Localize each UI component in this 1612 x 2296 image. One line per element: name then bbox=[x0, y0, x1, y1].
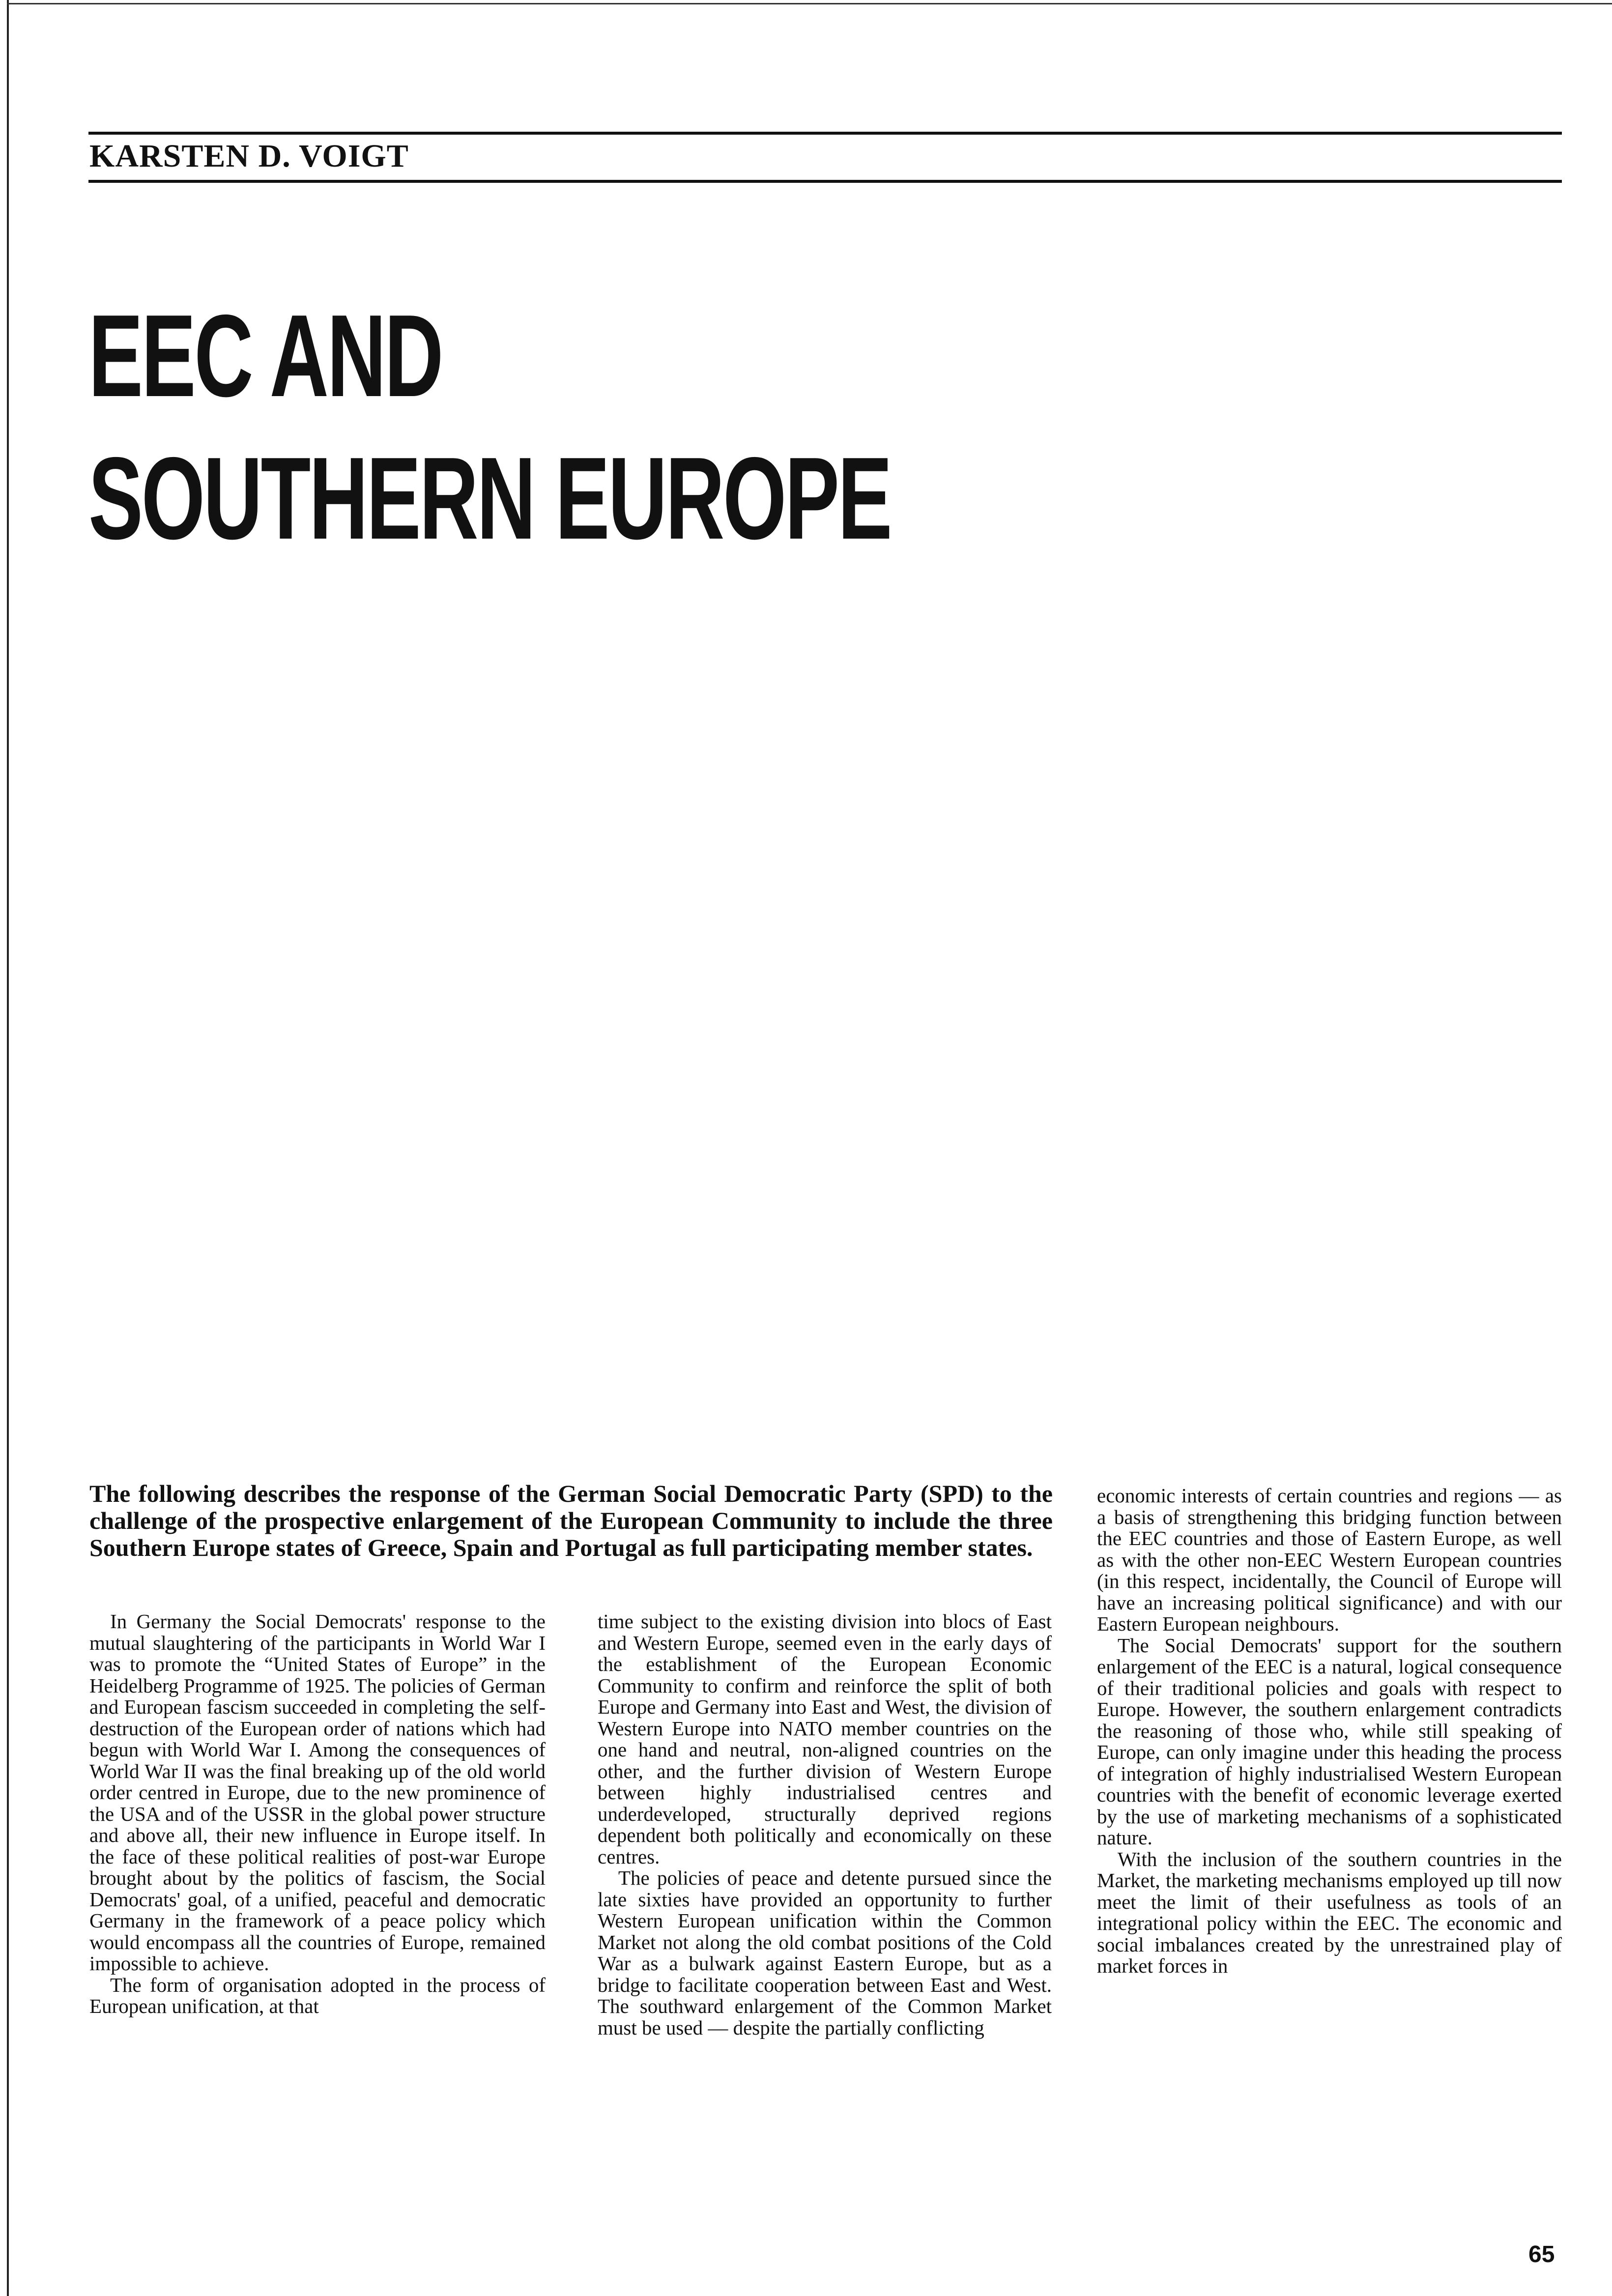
paragraph: The form of organisation adopted in the process of European unification, at that bbox=[89, 1973, 546, 2017]
text-column-3 bbox=[1097, 1485, 1562, 1977]
paragraph: The Social Democrats' support for the southern enlargement of the EEC is a natural, logical consequence of their traditional policies and goals with respect to Europe. However, the southern enlargement contradicts the reasoning of those who, while still speaking of Europe, can only imagine under this heading the process of integration of highly industrialised Western European countries with the benefit of economic leverage exerted by the use of marketing mechanisms of a sophisticated nature. bbox=[1097, 1634, 1562, 1849]
page-edge-left bbox=[7, 0, 9, 2296]
paragraph: time subject to the existing division into blocs of East and Western Europe, seemed even in the early days of the establishment of the European Economic Community to confirm and reinforce the split of both Europe and Germany into East and West, the division of Western Europe into NATO member countries on the one hand and neutral, non-aligned countries on the other, and the further division of Western Europe between highly industrialised centres and underdeveloped, structurally deprived regions dependent both politically and economically on these centres. bbox=[598, 1610, 1052, 1868]
text-column-2 bbox=[598, 1611, 1052, 2038]
page-edge-top bbox=[7, 3, 1612, 4]
text-column-1 bbox=[89, 1611, 546, 2017]
article-intro: The following describes the response of the German Social Democratic Party (SPD) to the challenge of the prospective enlargement of the European Community to include the three Southern Europe states of Greece, Spain and Portugal as full participating member states. bbox=[89, 1480, 1053, 1561]
author-byline: KARSTEN D. VOIGT bbox=[89, 138, 409, 174]
headline-line-2: SOUTHERN EUROPE bbox=[88, 433, 891, 564]
article-headline bbox=[88, 285, 891, 570]
paragraph: In Germany the Social Democrats' response to the mutual slaughtering of the participants in World War I was to promote the “United States of Europe” in the Heidelberg Programme of 1925. The policies of German and European fascism succeeded in completing the self-destruction of the European order of nations which had begun with World War I. Among the consequences of World War II was the final breaking up of the old world order centred in Europe, due to the new prominence of the USA and of the USSR in the global power structure and above all, their new influence in Europe itself. In the face of these political realities of post-war Europe brought about by the politics of fascism, the Social Democrats' goal, of a unified, peaceful and democratic Germany in the framework of a peace policy which would encompass all the countries of Europe, remained impossible to achieve. bbox=[89, 1610, 546, 1975]
paragraph: With the inclusion of the southern countries in the Market, the marketing mechanisms employed up till now meet the limit of their usefulness as tools of an integrational policy within the EEC. The economic and social imbalances created by the unrestrained play of market forces in bbox=[1097, 1847, 1562, 1977]
headline-line-1: EEC AND bbox=[88, 291, 442, 421]
paragraph: The policies of peace and detente pursued since the late sixties have provided an opportunity to further Western European unification within the Common Market not along the old combat positions of the Cold War as a bulwark against Eastern Europe, but as a bridge to facilitate cooperation between East and West. The southward enlargement of the Common Market must be used — despite the partially conflicting bbox=[598, 1866, 1052, 2039]
paragraph: economic interests of certain countries and regions — as a basis of strengthening this bridging function between the EEC countries and those of Eastern Europe, as well as with the other non-EEC Western European countries (in this respect, incidentally, the Council of Europe will have an increasing political significance) and with our Eastern European neighbours. bbox=[1097, 1484, 1562, 1635]
page-number: 65 bbox=[1528, 2241, 1555, 2267]
byline-rule-bottom bbox=[88, 180, 1562, 183]
